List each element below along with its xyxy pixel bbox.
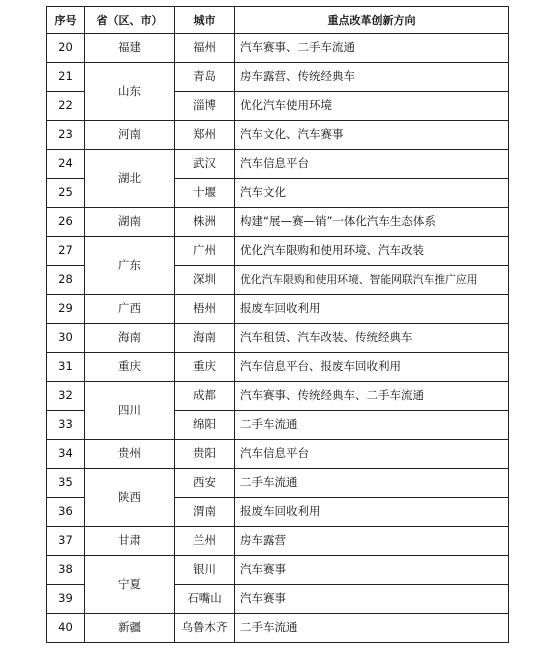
table-row	[47, 34, 509, 63]
header-province: 省（区、市）	[85, 7, 175, 34]
row-province: 宁夏	[85, 556, 175, 614]
row-city: 成都	[175, 382, 235, 411]
row-num: 24	[47, 150, 85, 179]
row-direction: 优化汽车限购和使用环境、智能网联汽车推广应用	[235, 266, 509, 295]
row-direction: 二手车流通	[235, 469, 509, 498]
row-province: 陕西	[85, 469, 175, 527]
row-direction: 优化汽车限购和使用环境、汽车改装	[235, 237, 509, 266]
table-row	[47, 353, 509, 382]
row-city: 重庆	[175, 353, 235, 382]
row-province: 重庆	[85, 353, 175, 382]
row-province: 福建	[85, 34, 175, 63]
row-city: 福州	[175, 34, 235, 63]
row-num: 21	[47, 63, 85, 92]
row-province: 广西	[85, 295, 175, 324]
row-province: 河南	[85, 121, 175, 150]
row-city: 郑州	[175, 121, 235, 150]
row-num: 26	[47, 208, 85, 237]
row-direction: 优化汽车使用环境	[235, 92, 509, 121]
row-num: 32	[47, 382, 85, 411]
row-city: 乌鲁木齐	[175, 614, 235, 643]
row-province: 甘肃	[85, 527, 175, 556]
row-direction: 汽车信息平台	[235, 150, 509, 179]
row-direction: 汽车赛事	[235, 556, 509, 585]
row-city: 淄博	[175, 92, 235, 121]
row-city: 十堰	[175, 179, 235, 208]
row-province: 新疆	[85, 614, 175, 643]
row-direction: 汽车文化、汽车赛事	[235, 121, 509, 150]
row-city: 贵阳	[175, 440, 235, 469]
row-num: 36	[47, 498, 85, 527]
row-direction: 汽车信息平台	[235, 440, 509, 469]
row-direction: 构建“展—赛—销”一体化汽车生态体系	[235, 208, 509, 237]
table-row	[47, 440, 509, 469]
row-province: 贵州	[85, 440, 175, 469]
row-num: 22	[47, 92, 85, 121]
row-direction: 汽车赛事	[235, 585, 509, 614]
row-direction: 房车露营	[235, 527, 509, 556]
row-direction: 汽车赛事、传统经典车、二手车流通	[235, 382, 509, 411]
row-city: 渭南	[175, 498, 235, 527]
row-city: 石嘴山	[175, 585, 235, 614]
row-province: 广东	[85, 237, 175, 295]
row-num: 31	[47, 353, 85, 382]
row-num: 30	[47, 324, 85, 353]
table-row	[47, 121, 509, 150]
table-row	[47, 614, 509, 643]
row-num: 25	[47, 179, 85, 208]
header-city: 城市	[175, 7, 235, 34]
row-num: 29	[47, 295, 85, 324]
row-num: 35	[47, 469, 85, 498]
row-city: 兰州	[175, 527, 235, 556]
row-city: 深圳	[175, 266, 235, 295]
header-direction: 重点改革创新方向	[235, 7, 509, 34]
row-direction: 汽车信息平台、报废车回收利用	[235, 353, 509, 382]
row-direction: 报废车回收利用	[235, 295, 509, 324]
row-direction: 汽车文化	[235, 179, 509, 208]
table-row	[47, 237, 509, 266]
row-direction: 汽车赛事、二手车流通	[235, 34, 509, 63]
row-city: 银川	[175, 556, 235, 585]
row-city: 广州	[175, 237, 235, 266]
table-row	[47, 295, 509, 324]
table-row	[47, 382, 509, 411]
row-city: 青岛	[175, 63, 235, 92]
table-row	[47, 527, 509, 556]
table-row	[47, 556, 509, 585]
row-num: 28	[47, 266, 85, 295]
row-num: 39	[47, 585, 85, 614]
reform-city-table	[46, 6, 509, 643]
row-num: 38	[47, 556, 85, 585]
table-row	[47, 469, 509, 498]
table-header-row	[47, 7, 509, 34]
row-num: 33	[47, 411, 85, 440]
row-direction: 二手车流通	[235, 411, 509, 440]
row-num: 37	[47, 527, 85, 556]
row-num: 40	[47, 614, 85, 643]
row-city: 梧州	[175, 295, 235, 324]
row-direction: 房车露营、传统经典车	[235, 63, 509, 92]
row-num: 27	[47, 237, 85, 266]
table-row	[47, 150, 509, 179]
row-province: 湖南	[85, 208, 175, 237]
row-direction: 报废车回收利用	[235, 498, 509, 527]
row-province: 四川	[85, 382, 175, 440]
row-num: 23	[47, 121, 85, 150]
table-row	[47, 63, 509, 92]
table-row	[47, 324, 509, 353]
row-province: 海南	[85, 324, 175, 353]
row-province: 湖北	[85, 150, 175, 208]
row-city: 海南	[175, 324, 235, 353]
row-city: 绵阳	[175, 411, 235, 440]
row-num: 34	[47, 440, 85, 469]
row-province: 山东	[85, 63, 175, 121]
table-row	[47, 208, 509, 237]
row-num: 20	[47, 34, 85, 63]
row-direction: 汽车租赁、汽车改装、传统经典车	[235, 324, 509, 353]
header-num: 序号	[47, 7, 85, 34]
row-city: 西安	[175, 469, 235, 498]
reform-city-table-container	[46, 6, 508, 643]
row-city: 武汉	[175, 150, 235, 179]
row-direction: 二手车流通	[235, 614, 509, 643]
row-city: 株洲	[175, 208, 235, 237]
